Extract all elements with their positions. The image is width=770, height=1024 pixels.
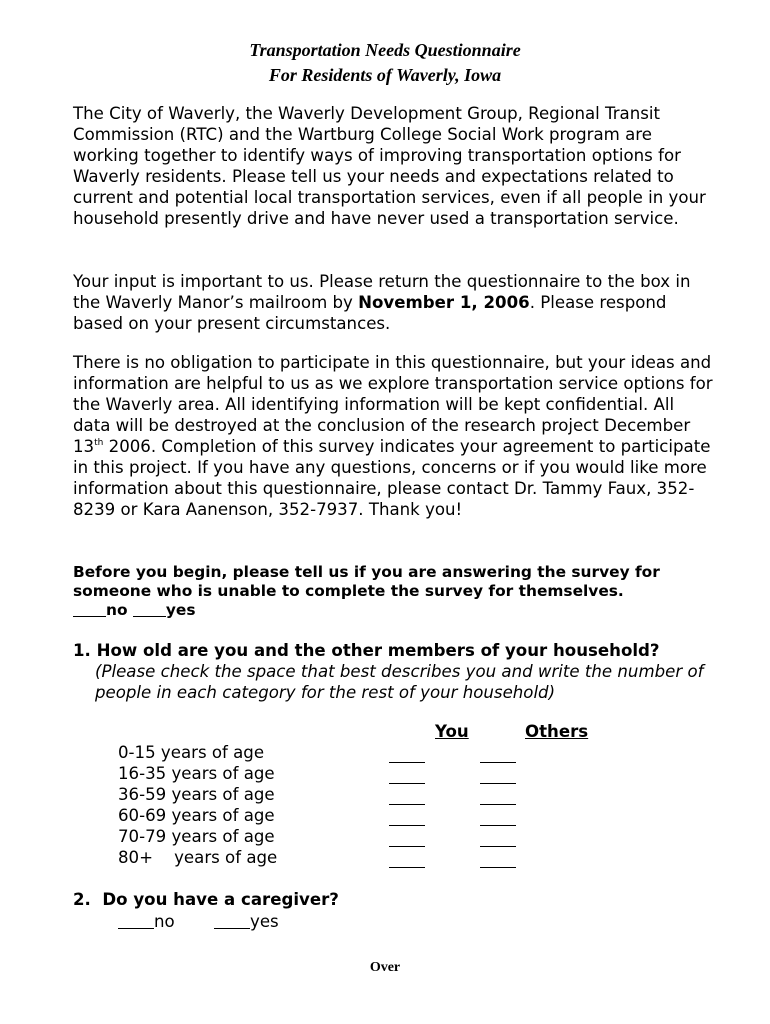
intro-paragraph-2	[73, 271, 713, 334]
others-blank[interactable]	[480, 809, 516, 826]
paragraph-3-text: There is no obligation to participate in this questionnaire, but your ideas and information are helpful to us as we explore transportation service options for the Waverly area. All identifying information will be kept confidential. All data will be destroyed at the conclusion of the research project December 13	[73, 353, 713, 456]
age-range-label: 36-59 years of age	[118, 785, 275, 804]
page-turn-note: Over	[369, 960, 401, 975]
question-2-text: 2. Do you have a caregiver?	[73, 890, 339, 909]
you-blank[interactable]	[389, 767, 425, 784]
age-row	[0, 826, 770, 847]
paragraph-2-text: Your input is important to us. Please return the questionnaire to the box in the Waverly Manor’s mailroom by	[73, 272, 691, 312]
pre-question-yes-label: yes	[165, 601, 196, 619]
age-range-label: 80+ years of age	[118, 848, 278, 867]
paragraph-2-text-end: . Please respond based on your present circumstances.	[73, 293, 667, 333]
age-row	[0, 763, 770, 784]
question-1-instruction: (Please check the space that best describes you and write the number of people in each category for the rest of your household)	[95, 662, 704, 702]
you-blank[interactable]	[389, 746, 425, 763]
you-blank[interactable]	[389, 851, 425, 868]
caregiver-yes-label: yes	[250, 912, 279, 931]
age-range-label: 60-69 years of age	[118, 806, 275, 825]
pre-question-yes-blank[interactable]	[133, 601, 166, 617]
age-range-label: 0-15 years of age	[118, 743, 265, 762]
return-deadline: November 1, 2006	[358, 293, 530, 312]
document-subtitle: For Residents of Waverly, Iowa	[268, 65, 502, 85]
age-row	[0, 847, 770, 868]
caregiver-yes-option	[214, 911, 279, 932]
document-title: Transportation Needs Questionnaire	[249, 40, 521, 60]
age-row	[0, 742, 770, 763]
intro-paragraph-3	[73, 352, 713, 520]
others-blank[interactable]	[480, 767, 516, 784]
age-row	[0, 784, 770, 805]
others-blank[interactable]	[480, 746, 516, 763]
question-1-text: 1. How old are you and the other members of your household?	[73, 641, 660, 660]
caregiver-no-label: no	[154, 912, 175, 931]
pre-question-no-blank[interactable]	[73, 601, 106, 617]
age-range-label: 16-35 years of age	[118, 764, 275, 783]
ordinal-suffix: th	[94, 438, 104, 448]
pre-question	[73, 563, 713, 620]
you-blank[interactable]	[389, 809, 425, 826]
others-blank[interactable]	[480, 851, 516, 868]
others-blank[interactable]	[480, 788, 516, 805]
column-header-you: You	[435, 722, 469, 741]
you-blank[interactable]	[389, 788, 425, 805]
you-blank[interactable]	[389, 830, 425, 847]
paragraph-3-text-end: 2006. Completion of this survey indicates your agreement to participate in this project. If you have any questions, concerns or if you would like more information about this questionnaire, please contact Dr. Tammy Faux, 352-8239 or Kara Aanenson, 352-7937. Thank you!	[73, 437, 711, 519]
pre-question-no-label: no	[106, 601, 128, 619]
pre-question-text: Before you begin, please tell us if you are answering the survey for someone who is unable to complete the survey for themselves.	[73, 563, 660, 600]
caregiver-no-blank[interactable]	[118, 913, 154, 929]
intro-paragraph-1: The City of Waverly, the Waverly Development Group, Regional Transit Commission (RTC) and the Wartburg College Social Work program are working together to identify ways of improving transportation options for Waverly residents. Please tell us your needs and expectations related to current and potential local transportation services, even if all people in your household presently drive and have never used a transportation service.	[73, 104, 706, 228]
caregiver-no-option	[118, 911, 175, 932]
column-header-others: Others	[525, 722, 589, 741]
others-blank[interactable]	[480, 830, 516, 847]
age-range-label: 70-79 years of age	[118, 827, 275, 846]
age-row	[0, 805, 770, 826]
caregiver-yes-blank[interactable]	[214, 913, 250, 929]
